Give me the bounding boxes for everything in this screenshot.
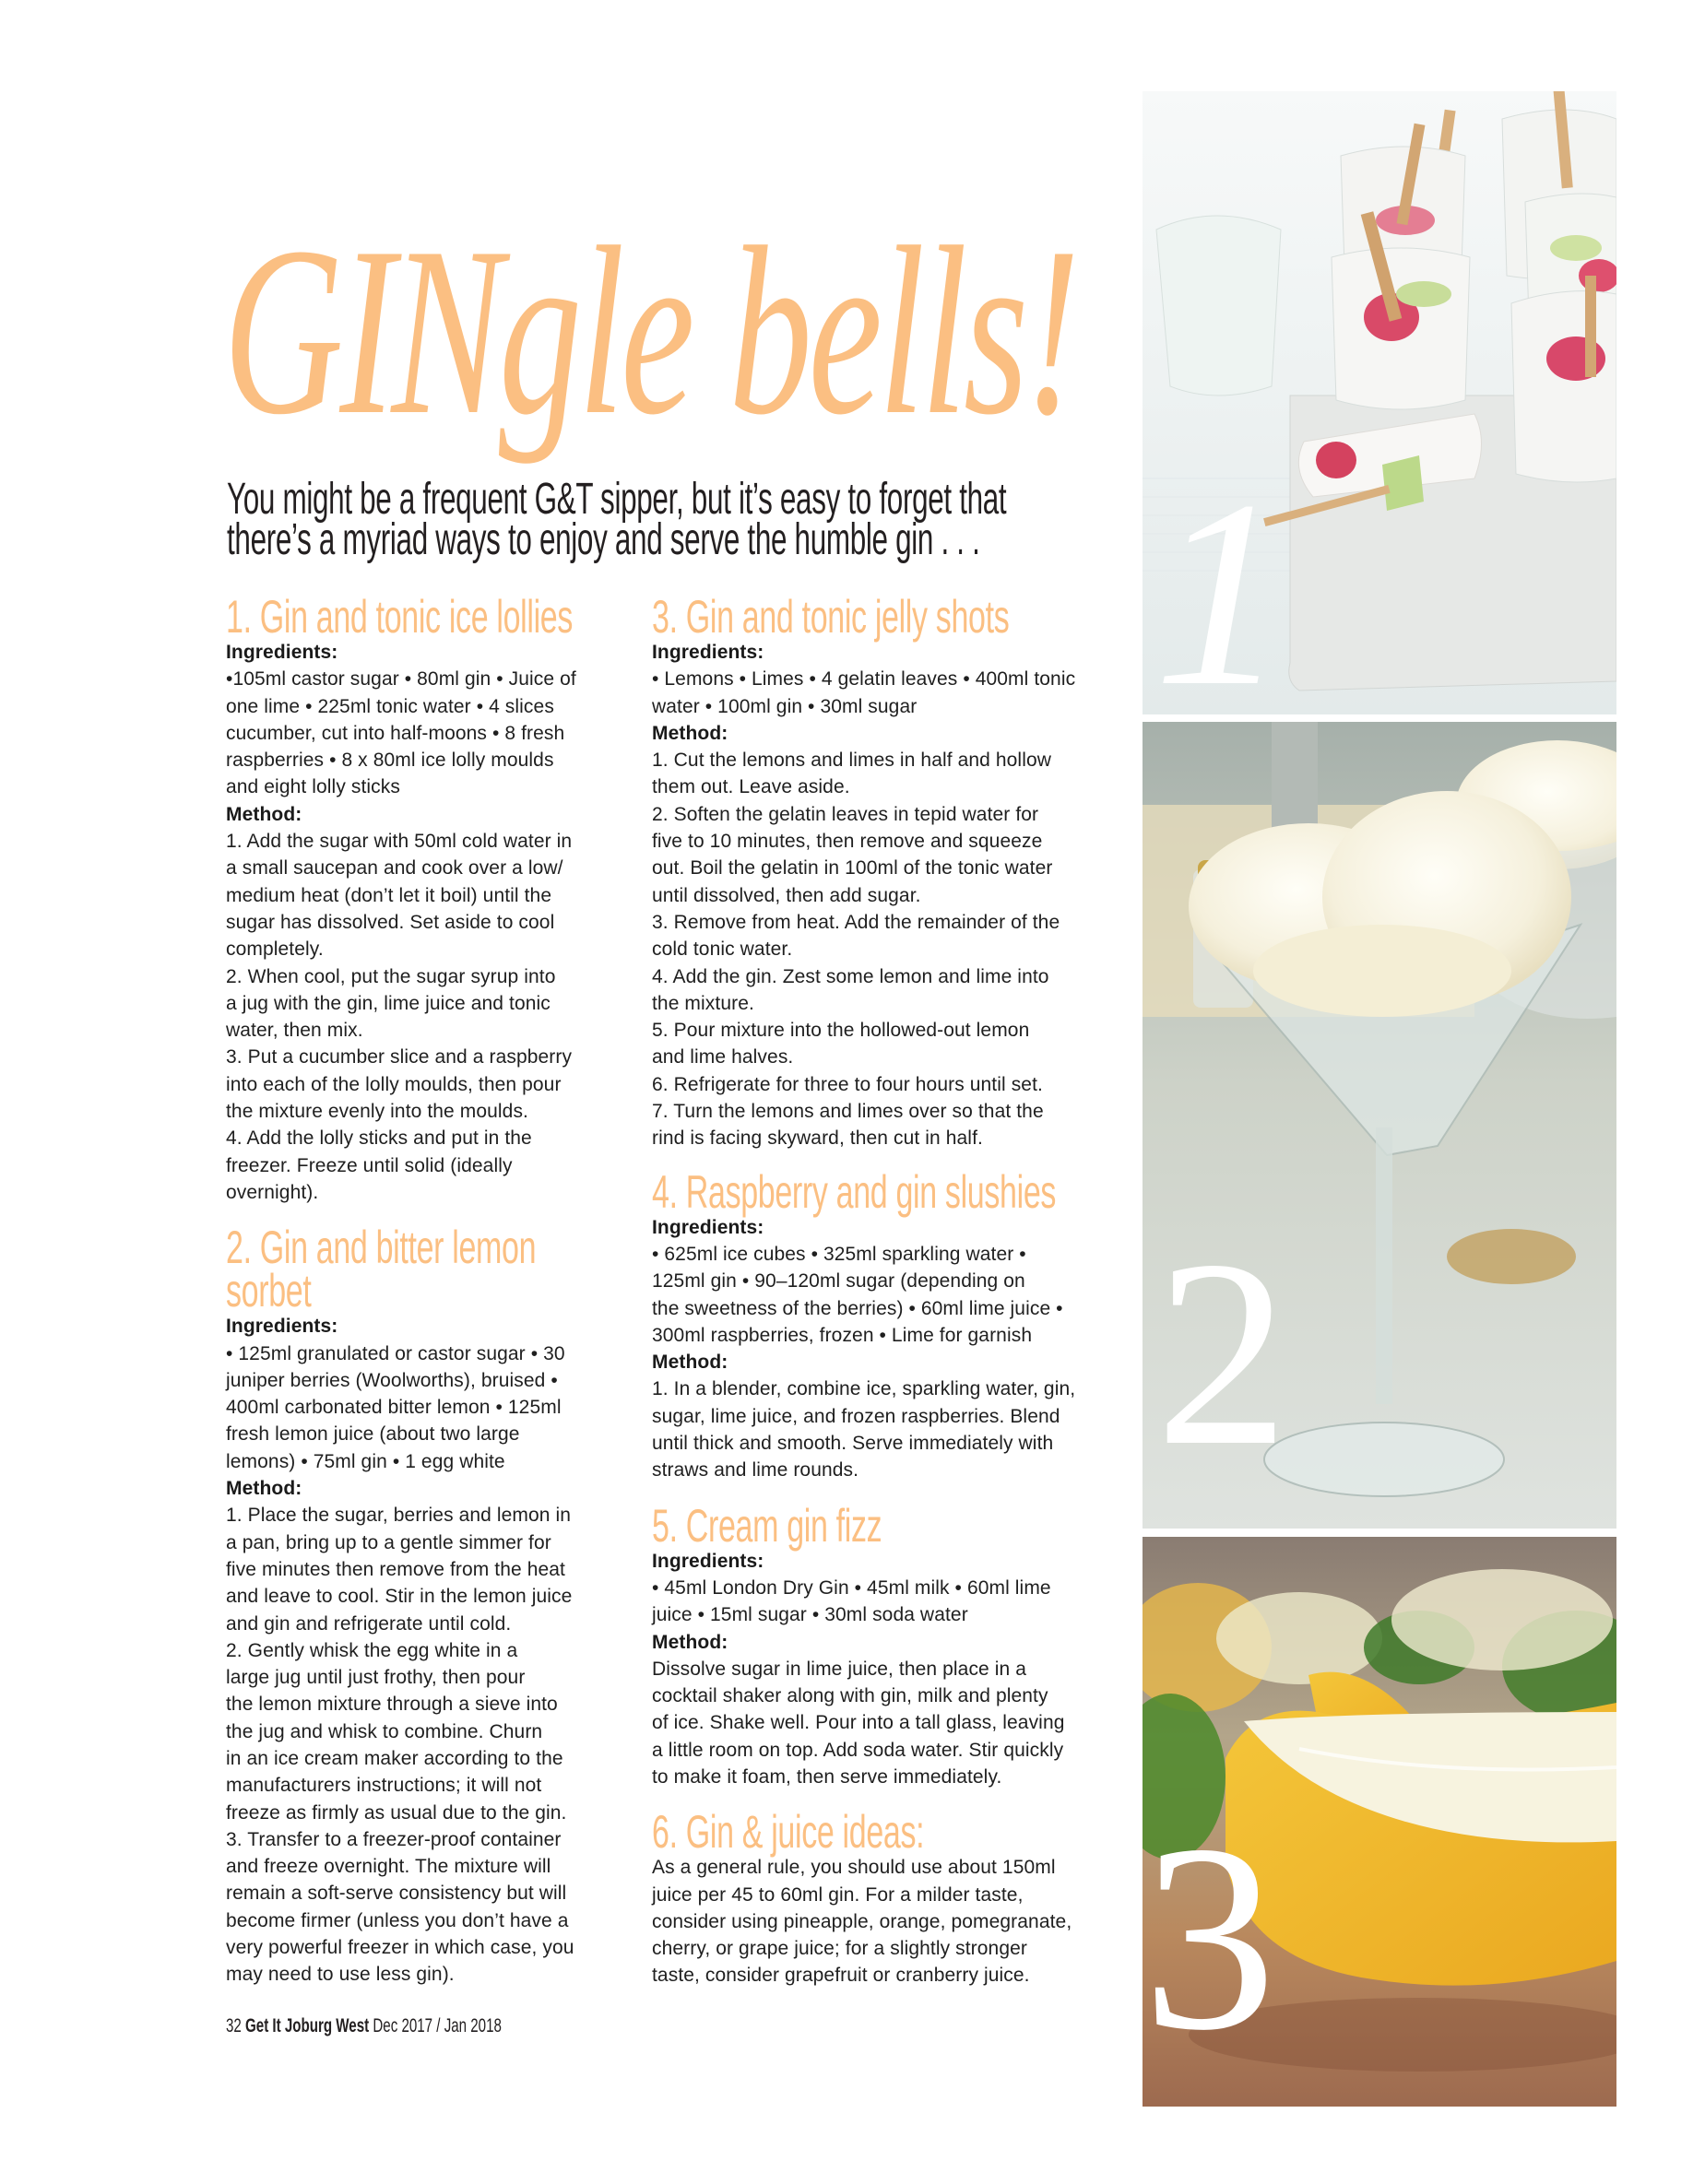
text-line: • 125ml granulated or castor sugar • 30 bbox=[226, 1342, 565, 1364]
method-steps bbox=[652, 1656, 1131, 1790]
recipe-4 bbox=[652, 1165, 1131, 1484]
photo-number-1: 1 bbox=[1154, 445, 1287, 714]
text-line: 3. Transfer to a freezer-proof container bbox=[226, 1828, 562, 1850]
text-line: completely. bbox=[226, 939, 324, 961]
text-line: As a general rule, you should use about 150ml bbox=[652, 1857, 1056, 1879]
text-line: straws and lime rounds. bbox=[652, 1459, 859, 1482]
text-line: 2. Gently whisk the egg white in a bbox=[226, 1639, 518, 1661]
recipe-2 bbox=[226, 1222, 641, 1988]
page-number: 32 bbox=[226, 2015, 242, 2036]
photo-number-3: 3 bbox=[1143, 1789, 1276, 2085]
subtitle bbox=[227, 475, 1072, 564]
text-line: juice per 45 to 60ml gin. For a milder taste, bbox=[652, 1883, 1024, 1906]
ingredients-label: Ingredients: bbox=[652, 1216, 764, 1238]
text-line: cocktail shaker along with gin, milk and plenty bbox=[652, 1685, 1048, 1707]
ingredients-list bbox=[226, 666, 641, 800]
page-title: GINgle bells! bbox=[223, 197, 1077, 465]
text-line: 1. Place the sugar, berries and lemon in bbox=[226, 1505, 572, 1527]
left-column bbox=[226, 591, 641, 2007]
method-label: Method: bbox=[652, 1352, 728, 1374]
photo-number-2: 2 bbox=[1155, 1205, 1289, 1501]
ingredients-label: Ingredients: bbox=[226, 1316, 338, 1338]
subtitle-line: there’s a myriad ways to enjoy and serve the humble gin . . . bbox=[227, 515, 980, 564]
ingredients-list bbox=[652, 666, 1131, 720]
recipe-heading bbox=[652, 591, 1010, 643]
text-line: cold tonic water. bbox=[652, 939, 793, 961]
tips-body bbox=[652, 1854, 1131, 1989]
text-line: 4. Add the gin. Zest some lemon and lime into bbox=[652, 965, 1049, 987]
method-label: Method: bbox=[652, 722, 728, 744]
method-label: Method: bbox=[226, 803, 302, 825]
text-line: 2. When cool, put the sugar syrup into bbox=[226, 965, 556, 987]
recipe-heading-line: 1. Gin and tonic ice lollies bbox=[226, 591, 574, 643]
ingredients-label: Ingredients: bbox=[652, 1550, 764, 1572]
text-line: 400ml carbonated bitter lemon • 125ml bbox=[226, 1397, 562, 1419]
text-line: raspberries • 8 x 80ml ice lolly moulds bbox=[226, 750, 554, 772]
text-line: 1. Cut the lemons and limes in half and hollow bbox=[652, 750, 1052, 772]
recipe-heading bbox=[652, 1499, 978, 1552]
text-line: one lime • 225ml tonic water • 4 slices bbox=[226, 695, 554, 717]
text-line: • 625ml ice cubes • 325ml sparkling water • bbox=[652, 1243, 1026, 1265]
text-line: them out. Leave aside. bbox=[652, 776, 850, 798]
subtitle-line: You might be a frequent G&T sipper, but it’s easy to forget that bbox=[227, 475, 1007, 524]
text-line: a jug with the gin, lime juice and tonic bbox=[226, 992, 551, 1014]
text-line: freeze as firmly as usual due to the gin. bbox=[226, 1801, 567, 1824]
text-line: the mixture evenly into the moulds. bbox=[226, 1101, 528, 1123]
text-line: overnight). bbox=[226, 1181, 319, 1203]
text-line: remain a soft-serve consistency but will bbox=[226, 1883, 567, 1905]
method-steps bbox=[226, 828, 641, 1206]
text-line: 3. Remove from heat. Add the remainder of the bbox=[652, 911, 1060, 933]
text-line: until thick and smooth. Serve immediately with bbox=[652, 1433, 1054, 1455]
recipe-heading bbox=[226, 591, 574, 643]
method-label: Method: bbox=[226, 1478, 302, 1500]
text-line: and gin and refrigerate until cold. bbox=[226, 1612, 512, 1635]
text-line: fresh lemon juice (about two large bbox=[226, 1423, 520, 1446]
text-line: to make it foam, then serve immediately. bbox=[652, 1765, 1002, 1788]
text-line: until dissolved, then add sugar. bbox=[652, 884, 921, 906]
text-line: freezer. Freeze until solid (ideally bbox=[226, 1154, 513, 1176]
recipe-heading-line: 4. Raspberry and gin slushies bbox=[652, 1165, 1057, 1218]
photo-lemon-wedges bbox=[1143, 1537, 1616, 2107]
text-line: juice • 15ml sugar • 30ml soda water bbox=[652, 1604, 968, 1626]
text-line: • 45ml London Dry Gin • 45ml milk • 60ml lime bbox=[652, 1576, 1051, 1599]
text-line: 3. Put a cucumber slice and a raspberry bbox=[226, 1046, 573, 1068]
recipe-6 bbox=[652, 1806, 1131, 1989]
recipe-heading bbox=[226, 1222, 537, 1317]
recipe-heading bbox=[652, 1165, 1057, 1218]
ingredients-list bbox=[226, 1340, 641, 1475]
text-line: sugar has dissolved. Set aside to cool bbox=[226, 911, 555, 933]
text-line: 300ml raspberries, frozen • Lime for garnish bbox=[652, 1324, 1033, 1346]
method-steps bbox=[652, 747, 1131, 1151]
text-line: juniper berries (Woolworths), bruised • bbox=[226, 1369, 558, 1391]
text-line: the mixture. bbox=[652, 992, 754, 1014]
method-steps bbox=[226, 1502, 641, 1988]
recipe-heading-line: 5. Cream gin fizz bbox=[652, 1499, 882, 1552]
text-line: cherry, or grape juice; for a slightly stronger bbox=[652, 1938, 1027, 1960]
text-line: 6. Refrigerate for three to four hours until set. bbox=[652, 1073, 1043, 1095]
text-line: out. Boil the gelatin in 100ml of the tonic water bbox=[652, 857, 1053, 880]
recipe-5 bbox=[652, 1499, 1131, 1791]
photo-ice-lollies bbox=[1143, 91, 1616, 714]
text-line: a pan, bring up to a gentle simmer for bbox=[226, 1531, 551, 1553]
text-line: become firmer (unless you don’t have a bbox=[226, 1909, 569, 1931]
text-line: and lime halves. bbox=[652, 1046, 794, 1068]
text-line: cucumber, cut into half-moons • 8 fresh bbox=[226, 722, 565, 744]
text-line: 7. Turn the lemons and limes over so that the bbox=[652, 1101, 1044, 1123]
text-line: and leave to cool. Stir in the lemon juice bbox=[226, 1586, 573, 1608]
ingredients-list bbox=[652, 1241, 1131, 1349]
text-line: sugar, lime juice, and frozen raspberries. Blend bbox=[652, 1405, 1060, 1427]
text-line: large jug until just frothy, then pour bbox=[226, 1667, 526, 1689]
ingredients-label: Ingredients: bbox=[652, 642, 764, 663]
ingredients-list bbox=[652, 1575, 1131, 1629]
page-footer bbox=[226, 2015, 502, 2037]
text-line: water, then mix. bbox=[226, 1020, 363, 1042]
text-line: Dissolve sugar in lime juice, then place in a bbox=[652, 1658, 1027, 1680]
recipe-heading bbox=[652, 1806, 978, 1859]
text-line: rind is facing skyward, then cut in half. bbox=[652, 1127, 983, 1150]
text-line: taste, consider grapefruit or cranberry juice. bbox=[652, 1965, 1030, 1987]
text-line: very powerful freezer in which case, you bbox=[226, 1937, 574, 1959]
text-line: the sweetness of the berries) • 60ml lime juice • bbox=[652, 1297, 1063, 1319]
issue-date: Dec 2017 / Jan 2018 bbox=[373, 2015, 502, 2036]
text-line: and eight lolly sticks bbox=[226, 776, 400, 798]
recipe-heading-line: 2. Gin and bitter lemon bbox=[226, 1222, 537, 1274]
text-line: water • 100ml gin • 30ml sugar bbox=[652, 695, 918, 717]
recipe-heading-line: 3. Gin and tonic jelly shots bbox=[652, 591, 1010, 643]
text-line: lemons) • 75ml gin • 1 egg white bbox=[226, 1450, 505, 1472]
text-line: the jug and whisk to combine. Churn bbox=[226, 1720, 543, 1742]
ingredients-label: Ingredients: bbox=[226, 642, 338, 663]
recipe-1 bbox=[226, 591, 641, 1206]
text-line: a small saucepan and cook over a low/ bbox=[226, 857, 563, 880]
text-line: into each of the lolly moulds, then pour bbox=[226, 1073, 562, 1095]
text-line: 125ml gin • 90–120ml sugar (depending on bbox=[652, 1270, 1025, 1293]
recipe-3 bbox=[652, 591, 1131, 1152]
photo-sorbet bbox=[1143, 722, 1616, 1529]
recipe-heading-line: 6. Gin & juice ideas: bbox=[652, 1806, 925, 1859]
publication-name: Get It Joburg West bbox=[245, 2015, 370, 2036]
text-line: five to 10 minutes, then remove and squeeze bbox=[652, 831, 1043, 853]
text-line: • Lemons • Limes • 4 gelatin leaves • 400ml tonic bbox=[652, 668, 1076, 691]
text-line: may need to use less gin). bbox=[226, 1964, 455, 1986]
method-steps bbox=[652, 1375, 1131, 1483]
text-line: medium heat (don’t let it boil) until the bbox=[226, 884, 552, 906]
text-line: of ice. Shake well. Pour into a tall glass, leaving bbox=[652, 1712, 1065, 1734]
text-line: a little room on top. Add soda water. Stir quickly bbox=[652, 1739, 1064, 1761]
text-line: 2. Soften the gelatin leaves in tepid water for bbox=[652, 803, 1039, 825]
text-line: 1. Add the sugar with 50ml cold water in bbox=[226, 831, 573, 853]
text-line: 5. Pour mixture into the hollowed-out lemon bbox=[652, 1020, 1030, 1042]
right-column bbox=[652, 591, 1131, 2008]
text-line: the lemon mixture through a sieve into bbox=[226, 1694, 558, 1716]
text-line: five minutes then remove from the heat bbox=[226, 1558, 565, 1580]
text-line: and freeze overnight. The mixture will bbox=[226, 1856, 551, 1878]
text-line: consider using pineapple, orange, pomegranate, bbox=[652, 1910, 1072, 1932]
text-line: 1. In a blender, combine ice, sparkling water, gin, bbox=[652, 1378, 1076, 1400]
text-line: •105ml castor sugar • 80ml gin • Juice of bbox=[226, 668, 576, 691]
text-line: manufacturers instructions; it will not bbox=[226, 1775, 542, 1797]
text-line: 4. Add the lolly sticks and put in the bbox=[226, 1127, 532, 1150]
recipe-heading-line: sorbet bbox=[226, 1265, 312, 1317]
text-line: in an ice cream maker according to the bbox=[226, 1747, 563, 1769]
method-label: Method: bbox=[652, 1631, 728, 1653]
